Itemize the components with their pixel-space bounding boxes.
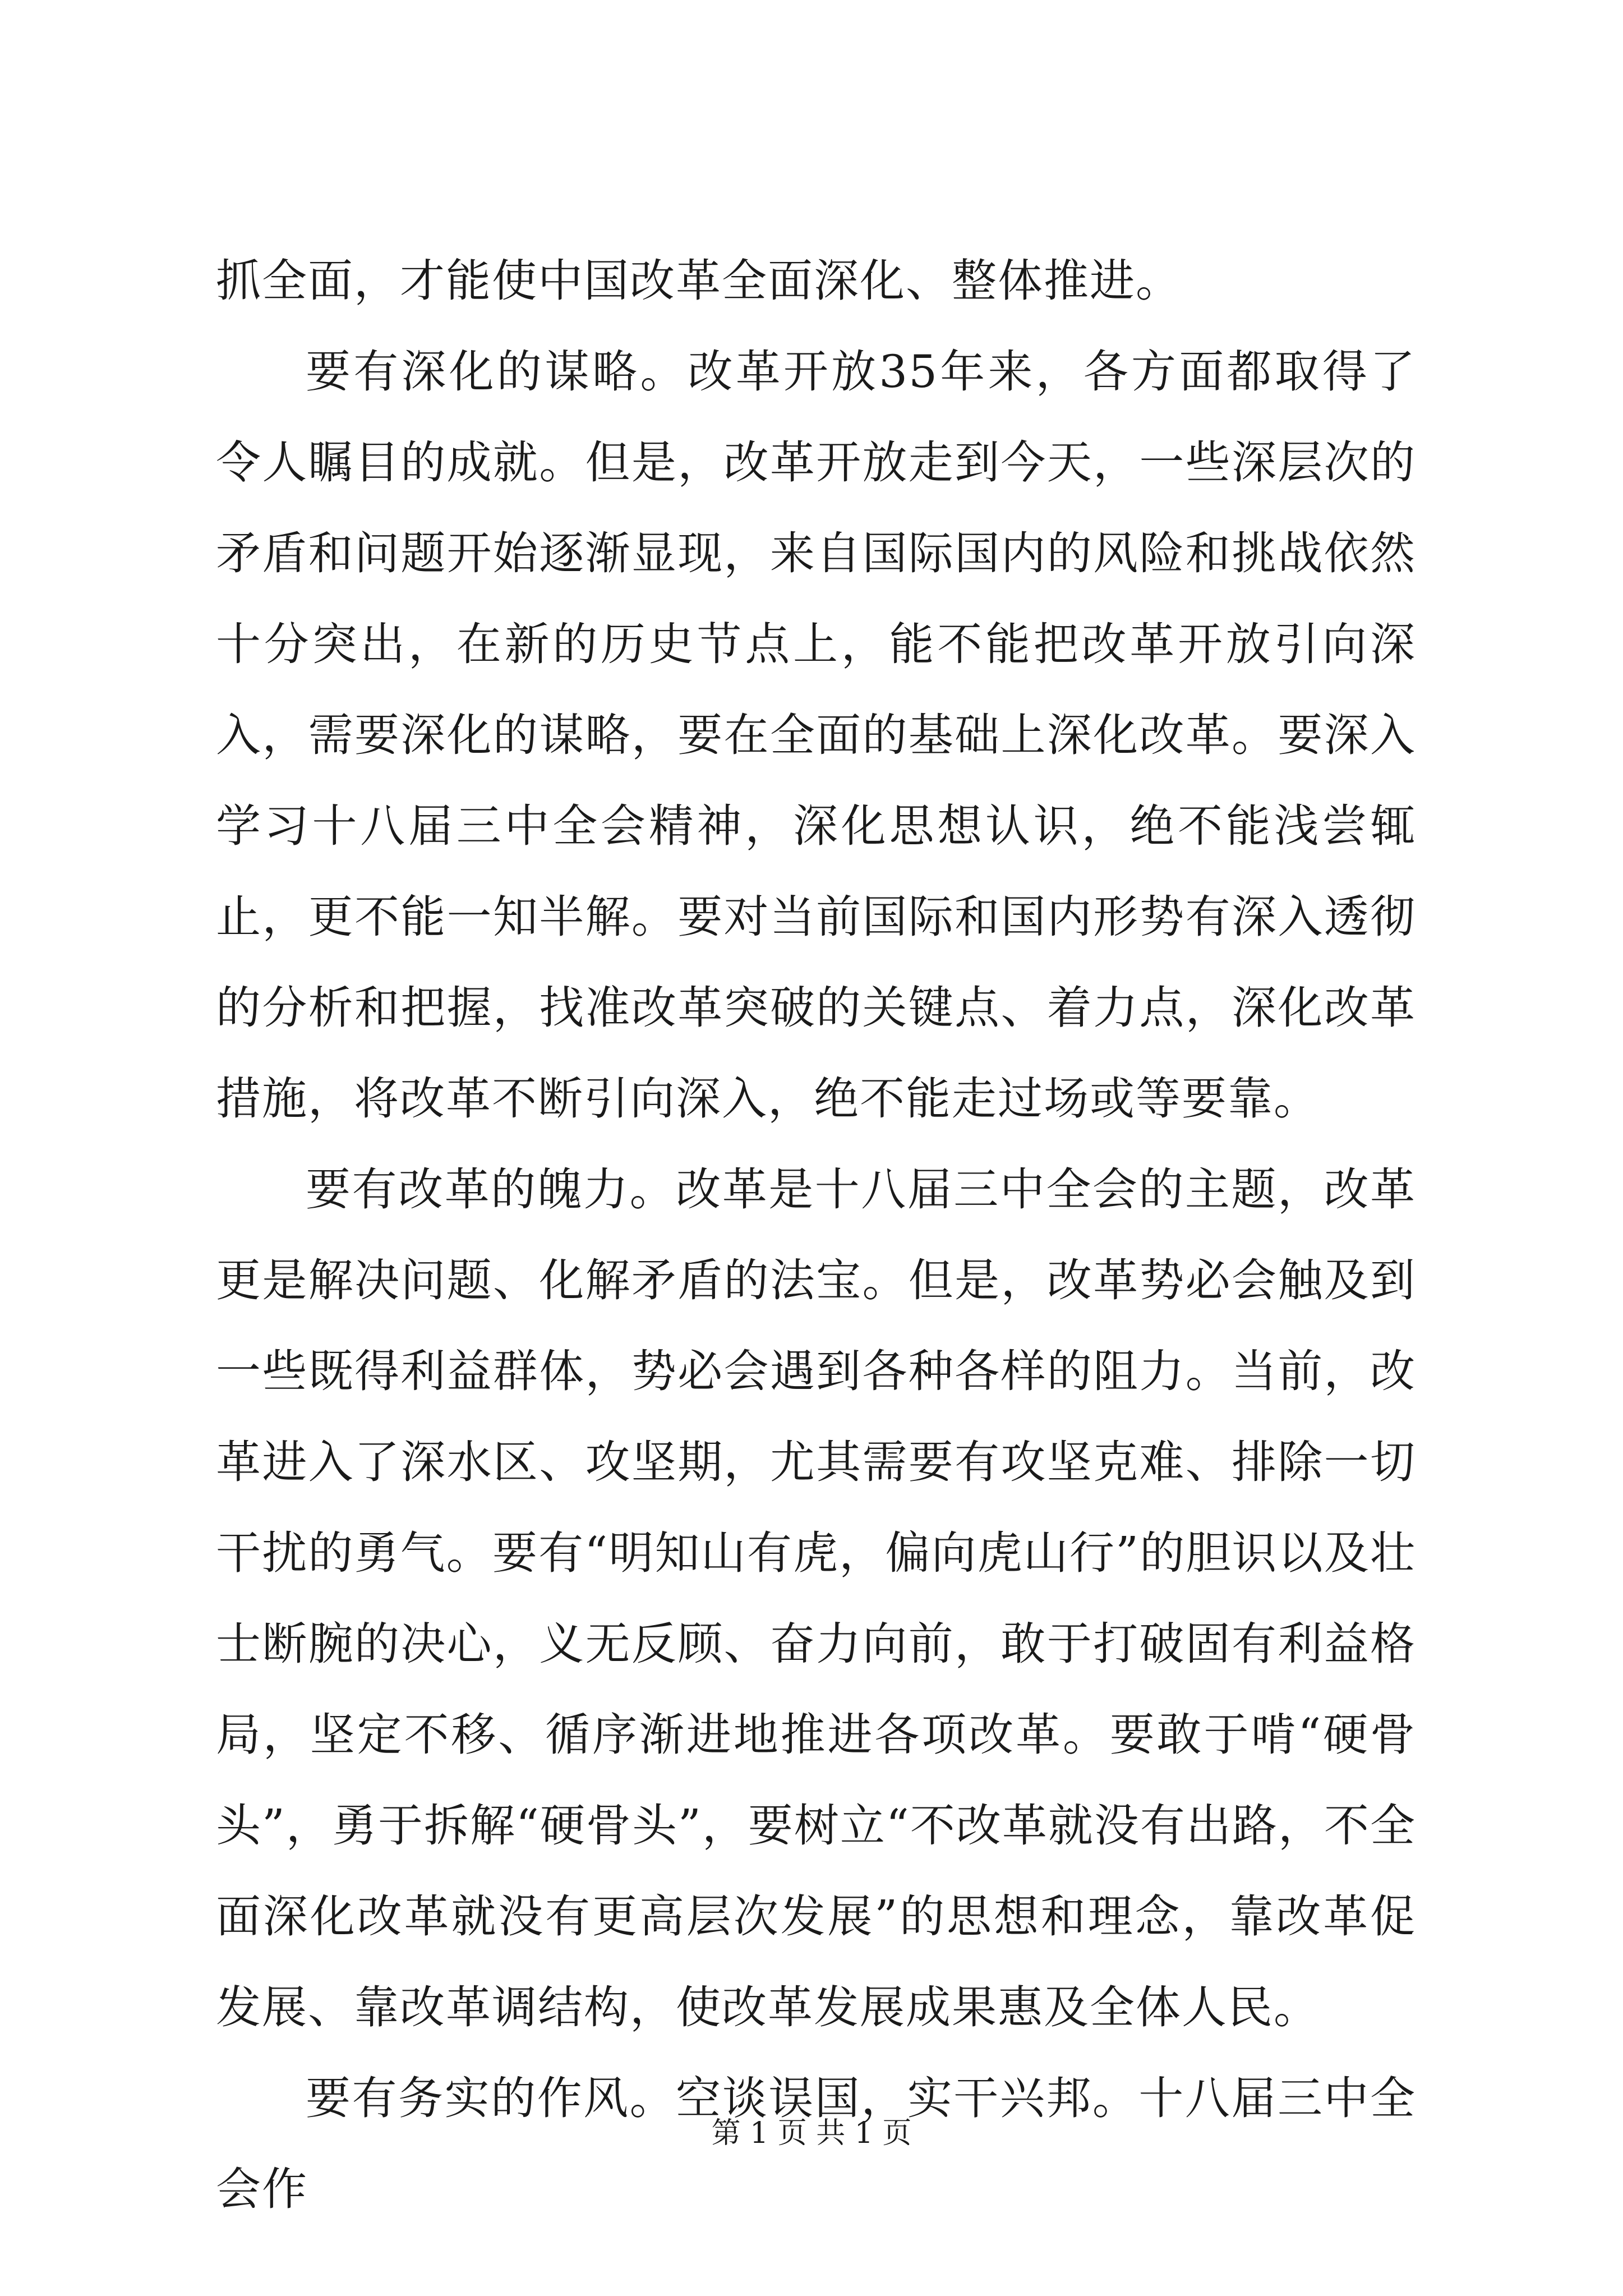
paragraph-1: 抓全面，才能使中国改革全面深化、整体推进。 [216,255,1182,307]
paragraph-3: 要有改革的魄力。改革是十八届三中全会的主题，改革更是解决问题、化解矛盾的法宝。但是，改革势必会触及到一些既得利益群体，势必会遇到各种各样的阻力。当前，改革进入了深水区、攻坚期，尤其需要有攻坚克难、排除一切干扰的勇气。要有“明知山有虎，偏向虎山行”的胆识以及壮士断腕的决心，义无反顾、奋力向前，敢于打破固有利益格局，坚定不移、循序渐进地推进各项改革。要敢于啃“硬骨头”，勇于拆解“硬骨头”，要树立“不改革就没有出路，不全面深化改革就没有更高层次发展”的思想和理念，靠改革促发展、靠改革调结构，使改革发展成果惠及全体人民。 [216,1163,1416,2033]
page-footer [0,2114,1623,2153]
paragraph-4: 要有务实的作风。空谈误国，实干兴邦。十八届三中全会作 [216,2072,1416,2215]
page-number-label: 第 1 页 共 1 页 [711,2116,912,2150]
paragraph-2: 要有深化的谋略。改革开放35年来，各方面都取得了令人瞩目的成就。但是，改革开放走到今天，一些深层次的矛盾和问题开始逐渐显现，来自国际国内的风险和挑战依然十分突出，在新的历史节点上，能不能把改革开放引向深入，需要深化的谋略，要在全面的基础上深化改革。要深入学习十八届三中全会精神，深化思想认识，绝不能浅尝辄止，更不能一知半解。要对当前国际和国内形势有深入透彻的分析和把握，找准改革突破的关键点、着力点，深化改革措施，将改革不断引向深入，绝不能走过场或等要靠。 [216,346,1416,1125]
document-body [216,236,1416,2235]
